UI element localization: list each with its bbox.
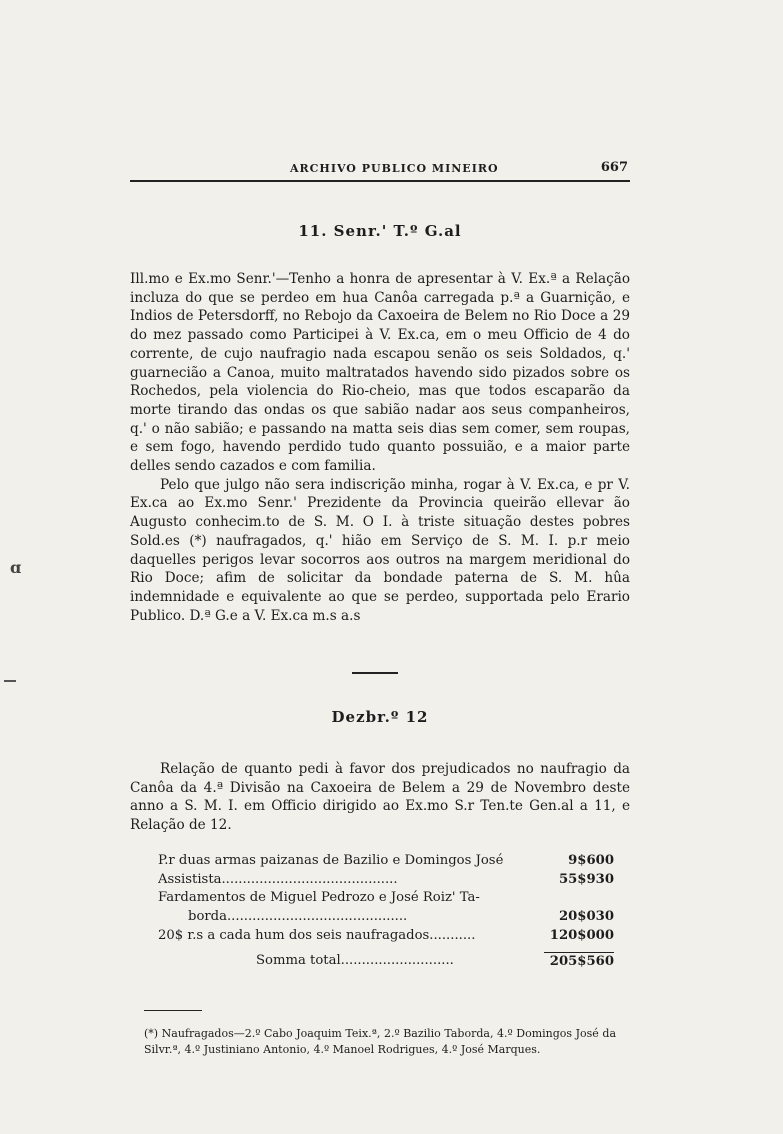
header-title: ARCHIVO PUBLICO MINEIRO <box>290 162 499 175</box>
ledger-amount: 55$930 <box>558 871 614 887</box>
intro-paragraph: Relação de quanto pedi à favor dos prejudicados no naufragio da Canôa da 4.ª Divisão na Caxoeira de Belem a 29 de Novembro deste anno a S. M. I. em Officio dirigido ao Ex.mo S.r Ten.te Gen.al a 11, e Relação de 12. <box>130 761 630 834</box>
ledger-desc: Fardamentos de Miguel Pedrozo e José Roiz' Ta- <box>158 890 480 906</box>
ledger-total-label: Somma total........................... <box>256 952 454 968</box>
ledger-amount <box>544 889 614 908</box>
ledger-total-row <box>158 952 614 972</box>
ledger-total-amount: 205$560 <box>544 952 614 972</box>
letter-paragraph: Pelo que julgo não sera indiscrição minha, rogar à V. Ex.ca, e pr V. Ex.ca ao Ex.mo Senr.' Prezidente da Provincia queirão ellevar ão Augusto conhecim.to de S. M. O I. à triste situação destes pobres Sold.es (*) naufragados, q.' hião em Serviço de S. M. I. p.r meio daquelles perigos levar socorros aos outros na margem meridional do Rio Doce; afim de solicitar da bondade paterna de S. M. hûa indemnidade e equivalente ao que se perdeo, supportada pelo Erario Publico. D.ª G.e a V. Ex.ca m.s a.s <box>130 476 630 624</box>
section-divider <box>352 672 398 674</box>
ledger-amount: 120$000 <box>549 927 614 943</box>
expense-ledger <box>158 852 614 971</box>
ledger-row <box>158 852 614 871</box>
ledger-desc: Assistista.......................................... <box>158 871 398 887</box>
margin-mark: ɑ <box>10 558 22 577</box>
footnote-rule <box>144 1010 202 1011</box>
letter-body <box>130 270 630 625</box>
ledger-row <box>158 871 614 890</box>
ledger-desc: P.r duas armas paizanas de Bazilio e Domingos José <box>158 853 504 868</box>
section-heading: Dezbr.º 12 <box>331 708 429 726</box>
ledger-amount: 20$030 <box>558 909 614 925</box>
ledger-desc: 20$ r.s a cada hum dos seis naufragados........... <box>158 927 476 943</box>
ledger-row <box>158 927 614 946</box>
ledger-amount: 9$600 <box>568 853 614 868</box>
ledger-row <box>158 889 614 908</box>
letter-heading: 11. Senr.' T.º G.al <box>298 222 462 240</box>
edge-mark <box>4 680 16 682</box>
footnote: (*) Naufragados—2.º Cabo Joaquim Teix.ª, 2.º Bazilio Taborda, 4.º Domingos José da Silvr.ª, 4.º Justiniano Antonio, 4.º Manoel Rodrigues, 4.º José Marques. <box>144 1027 616 1056</box>
ledger-desc: borda........................................... <box>188 909 408 925</box>
page-number: 667 <box>600 160 628 175</box>
section-intro <box>130 760 630 835</box>
running-header <box>130 158 630 182</box>
ledger-row <box>158 908 614 927</box>
letter-paragraph: Ill.mo e Ex.mo Senr.'—Tenho a honra de apresentar à V. Ex.ª a Relação incluza do que se perdeo em hua Canôa carregada p.ª a Guarnição, e Indios de Petersdorff, no Rebojo da Caxoeira de Belem no Rio Doce a 29 do mez passado como Participei à V. Ex.ca, em o meu Officio de 4 do corrente, de cujo naufragio nada escapou senão os seis Soldados, q.' guarnecião a Canoa, muito maltratados havendo sido pizados sobre os Rochedos, pela violencia do Rio-cheio, mas que todos escaparão da morte tirando das ondas os que sabião nadar aos seus companheiros, q.' o não sabião; e passando na matta seis dias sem comer, sem roupas, e sem fogo, havendo perdido tudo quanto possuião, e a maior parte delles sendo cazados e com familia. <box>130 271 630 475</box>
